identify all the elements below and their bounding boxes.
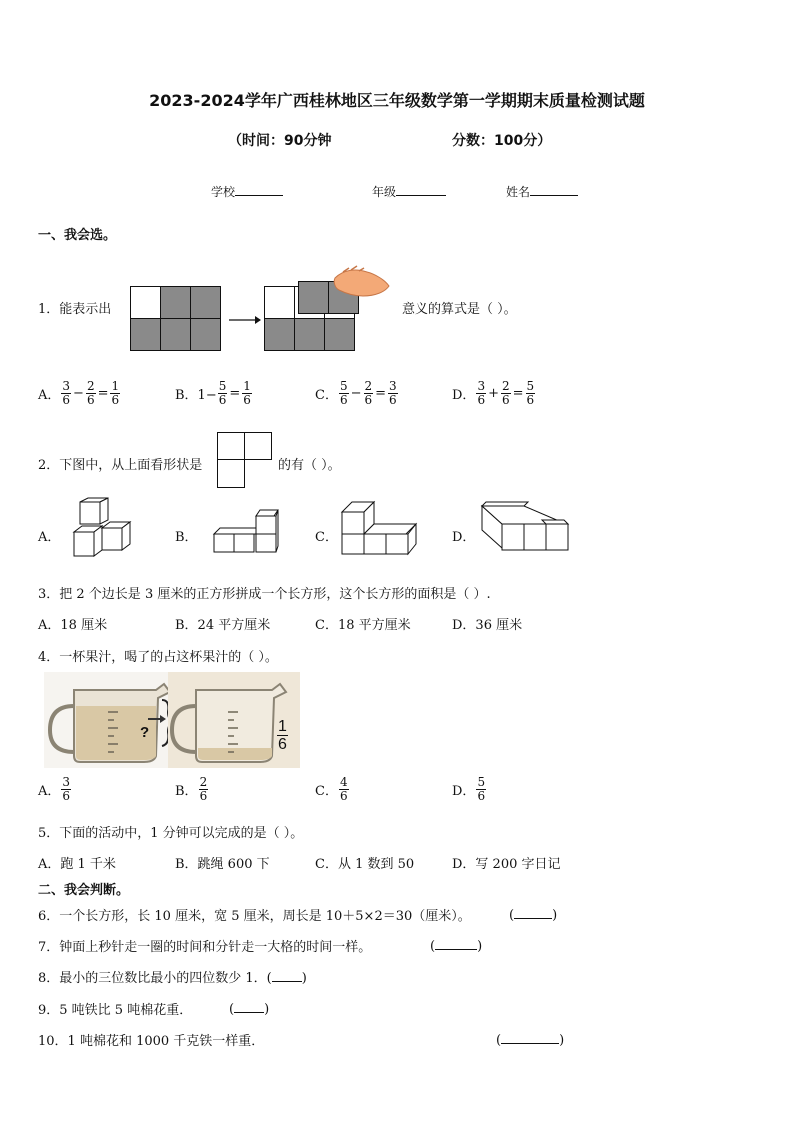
q7-answer-blank[interactable]	[430, 936, 482, 954]
q9-answer-blank[interactable]	[229, 999, 269, 1017]
numerator: 1	[111, 379, 120, 393]
section-2-heading: 二、我会判断。	[38, 883, 130, 898]
fraction	[61, 776, 71, 803]
hand-icon	[334, 270, 389, 296]
numerator: 3	[389, 379, 397, 393]
q3-option-c[interactable]: C．18 平方厘米	[315, 618, 411, 633]
fraction	[476, 380, 486, 407]
q2-option-a-label[interactable]: A．	[38, 530, 61, 545]
numerator: 5	[218, 379, 227, 393]
option-label: A．	[38, 388, 61, 403]
denominator: 6	[389, 393, 397, 407]
fraction	[86, 380, 96, 407]
denominator: 6	[218, 393, 227, 407]
numerator: 3	[62, 379, 71, 393]
numerator: 5	[339, 379, 348, 393]
q2-option-b-cubes	[212, 506, 282, 558]
denominator: 6	[199, 789, 208, 803]
denominator: 6	[477, 393, 486, 407]
q4-option-d[interactable]	[452, 776, 487, 803]
paren-open: (	[430, 939, 436, 954]
fraction	[501, 380, 511, 407]
q3-option-a[interactable]: A．18 厘米	[38, 618, 108, 633]
fraction	[339, 776, 349, 803]
denominator: 6	[278, 736, 287, 753]
q4-option-a[interactable]	[38, 776, 72, 803]
exam-score: 分数：100分）	[452, 133, 552, 149]
q5-text: 5．下面的活动中，1 分钟可以完成的是（ ）。	[38, 826, 304, 841]
q2-lead: 2．下图中，从上面看形状是	[38, 458, 203, 473]
q7-text: 7．钟面上秒针走一圈的时间和分针走一大格的时间一样。	[38, 940, 372, 955]
fraction	[476, 776, 486, 803]
q5-option-a[interactable]: A．跑 1 千米	[38, 857, 116, 872]
numerator: 4	[339, 775, 348, 789]
q8-text[interactable]	[38, 967, 307, 986]
arrow-right-icon	[229, 314, 261, 326]
numerator: 2	[364, 379, 373, 393]
denominator: 6	[62, 393, 71, 407]
q4-remaining-fraction	[277, 718, 288, 753]
denominator: 6	[86, 393, 95, 407]
q2-option-b-label[interactable]: B．	[175, 530, 198, 545]
q3-text: 3．把 2 个边长是 3 厘米的正方形拼成一个长方形，这个长方形的面积是（ ）.	[38, 587, 491, 602]
q4-text: 4．一杯果汁，喝了的占这杯果汁的（ ）。	[38, 650, 278, 665]
numerator: 5	[526, 379, 535, 393]
paren-close: )	[552, 908, 558, 923]
school-field[interactable]	[211, 182, 283, 200]
grade-label: 年级	[372, 185, 397, 199]
option-label: D．	[452, 784, 476, 799]
fraction	[110, 380, 120, 407]
fraction	[242, 380, 252, 407]
q4-juice-picture	[44, 672, 300, 768]
exam-time: （时间：90分钟	[228, 133, 332, 149]
q3-option-d[interactable]: D．36 厘米	[452, 618, 523, 633]
denominator: 6	[501, 393, 510, 407]
q6-text: 6．一个长方形，长 10 厘米，宽 5 厘米，周长是 10＋5×2＝30（厘米）。	[38, 909, 471, 924]
q1-grid-before	[130, 286, 222, 352]
numerator: 2	[86, 379, 95, 393]
paren-open: (	[509, 908, 515, 923]
q3-option-b[interactable]: B．24 平方厘米	[175, 618, 271, 633]
school-label: 学校	[211, 185, 236, 199]
fraction	[61, 380, 71, 407]
q2-option-c-cubes	[340, 500, 420, 558]
paren-close: )	[559, 1033, 565, 1048]
q8-question: 8．最小的三位数比最小的四位数少 1．(	[38, 971, 272, 986]
q2-tail: 的有（ ）。	[278, 458, 341, 473]
numerator: 1	[278, 718, 287, 735]
fraction	[199, 776, 209, 803]
grade-field[interactable]	[372, 182, 446, 200]
denominator: 6	[243, 393, 251, 407]
paren-close: )	[477, 939, 483, 954]
denominator: 6	[111, 393, 120, 407]
q4-question-mark: ?	[140, 724, 150, 741]
denominator: 6	[364, 393, 373, 407]
denominator: 6	[339, 393, 348, 407]
option-label: A．	[38, 784, 61, 799]
numerator: 2	[501, 379, 510, 393]
q1-option-b[interactable]	[175, 380, 253, 407]
q2-option-a-cubes	[70, 498, 140, 560]
section-1-heading: 一、我会选。	[38, 228, 117, 243]
equals-sign: =	[97, 386, 109, 401]
arrow-right-icon	[148, 714, 166, 724]
q6-answer-blank[interactable]	[509, 905, 557, 923]
numerator: 3	[477, 379, 486, 393]
option-label: B．	[175, 784, 198, 799]
q5-option-d[interactable]: D．写 200 字日记	[452, 857, 561, 872]
q10-text: 10．1 吨棉花和 1000 千克铁一样重．	[38, 1034, 265, 1049]
numerator: 1	[243, 379, 251, 393]
numerator: 2	[199, 775, 208, 789]
operator: +	[488, 386, 499, 401]
q2-option-d-label[interactable]: D．	[452, 530, 476, 545]
page-title: 2023-2024学年广西桂林地区三年级数学第一学期期末质量检测试题	[149, 91, 645, 110]
denominator: 6	[477, 789, 486, 803]
q4-option-c[interactable]	[315, 776, 350, 803]
q1-tail: 意义的算式是（ ）。	[402, 302, 517, 317]
denominator: 6	[62, 789, 71, 803]
operator: =	[229, 386, 241, 401]
operator: −	[73, 386, 84, 401]
operator: −	[350, 386, 362, 401]
denominator: 6	[339, 789, 348, 803]
q1-option-a[interactable]	[38, 380, 121, 407]
denominator: 6	[526, 393, 535, 407]
fraction	[388, 380, 398, 407]
q5-option-b[interactable]: B．跳绳 600 下	[175, 857, 270, 872]
paren-open: (	[496, 1033, 502, 1048]
name-field[interactable]	[506, 182, 578, 200]
option-label: B．1−	[175, 388, 217, 403]
option-label: C．	[315, 784, 338, 799]
q2-option-c-label[interactable]: C．	[315, 530, 338, 545]
q1-option-c[interactable]	[315, 380, 399, 407]
q2-top-view-shape	[217, 432, 273, 490]
fraction	[364, 380, 374, 407]
fraction	[218, 380, 228, 407]
q10-answer-blank[interactable]	[496, 1030, 564, 1048]
paren-close: )	[264, 1002, 270, 1017]
name-label: 姓名	[506, 185, 531, 199]
q1-option-d[interactable]	[452, 380, 536, 407]
option-label: D．	[452, 388, 476, 403]
q4-option-b[interactable]	[175, 776, 209, 803]
q5-option-c[interactable]: C．从 1 数到 50	[315, 857, 415, 872]
fraction	[339, 380, 349, 407]
option-label: C．	[315, 388, 338, 403]
q1-grid-after	[263, 268, 393, 354]
q9-text: 9．5 吨铁比 5 吨棉花重．	[38, 1003, 193, 1018]
paren-close: )	[301, 971, 307, 986]
paren-open: (	[229, 1002, 235, 1017]
numerator: 3	[62, 775, 71, 789]
q2-option-d-cubes	[480, 502, 572, 556]
fraction	[526, 380, 536, 407]
equals-sign: =	[375, 386, 387, 401]
equals-sign: =	[512, 386, 524, 401]
q1-lead: 1．能表示出	[38, 302, 112, 317]
numerator: 5	[477, 775, 486, 789]
